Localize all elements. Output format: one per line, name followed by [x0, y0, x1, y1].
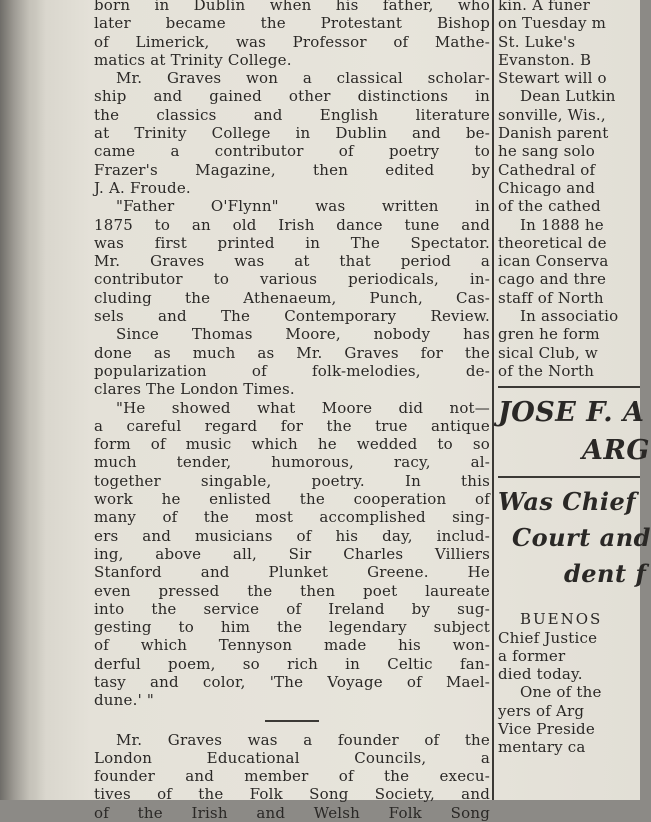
- text-line: of the cathed: [498, 197, 601, 216]
- text-line: Cathedral of: [498, 160, 596, 179]
- text-line: together singable, poetry. In this: [94, 471, 490, 490]
- text-line: cluding the Athenaeum, Punch, Cas-: [94, 288, 490, 307]
- text-line: mentary ca: [498, 738, 586, 757]
- text-line: Stewart will o: [498, 69, 607, 88]
- text-line: "He showed what Moore did not—: [116, 398, 490, 417]
- text-line: much tender, humorous, racy, al-: [94, 453, 490, 472]
- text-line: sonville, Wis.,: [498, 105, 606, 124]
- text-line: Chief Justice: [498, 628, 598, 647]
- text-line: gren he form: [498, 325, 600, 344]
- text-line: Mr. Graves was at that period a: [94, 252, 490, 271]
- subheadline-line: dent f: [564, 559, 647, 589]
- text-line: the classics and English literature: [94, 105, 490, 124]
- text-line: staff of North: [498, 288, 604, 307]
- text-line: kin. A funer: [498, 0, 591, 14]
- text-line: born in Dublin when his father, who: [94, 0, 490, 14]
- text-line: tives of the Folk Song Society, and: [94, 785, 490, 804]
- subheadline-line: Court and: [512, 523, 651, 553]
- dateline: BUENOS: [520, 610, 603, 629]
- text-line: at Trinity College in Dublin and be-: [94, 124, 490, 143]
- text-line: clares The London Times.: [94, 380, 295, 399]
- text-line: ship and gained other distinctions in: [94, 87, 490, 106]
- text-line: into the service of Ireland by sug-: [94, 599, 490, 618]
- text-line: a careful regard for the true antique: [94, 416, 490, 435]
- text-line: form of music which he wedded to so: [94, 435, 490, 454]
- text-line: J. A. Froude.: [94, 178, 191, 197]
- text-line: Dean Lutkin: [520, 87, 616, 106]
- text-line: sical Club, w: [498, 343, 598, 362]
- headline-line: JOSE F. A: [498, 397, 645, 429]
- text-line: Since Thomas Moore, nobody has: [116, 325, 490, 344]
- text-line: of the North: [498, 361, 595, 380]
- text-line: was first printed in The Spectator.: [94, 233, 490, 252]
- text-line: sels and The Contemporary Review.: [94, 307, 490, 326]
- text-line: ican Conserva: [498, 252, 609, 271]
- text-line: dune.' ": [94, 691, 154, 710]
- text-line: came a contributor of poetry to: [94, 142, 490, 161]
- text-line: derful poem, so rich in Celtic fan-: [94, 654, 490, 673]
- text-line: founder and member of the execu-: [94, 767, 490, 786]
- text-line: Chicago and: [498, 178, 596, 197]
- text-line: yers of Arg: [498, 701, 585, 720]
- text-line: In associatio: [520, 307, 619, 326]
- text-line: Evanston. B: [498, 50, 592, 69]
- text-line: of which Tennyson made his won-: [94, 636, 490, 655]
- text-line: he sang solo: [498, 142, 595, 161]
- text-line: matics at Trinity College.: [94, 50, 292, 69]
- text-line: died today.: [498, 665, 583, 684]
- text-line: contributor to various periodicals, in-: [94, 270, 490, 289]
- text-line: Mr. Graves was a founder of the: [116, 730, 490, 749]
- text-line: work he enlisted the cooperation of: [94, 490, 490, 509]
- text-line: tasy and color, 'The Voyage of Mael-: [94, 672, 490, 691]
- text-line: Frazer's Magazine, then edited by: [94, 160, 490, 179]
- text-line: of Limerick, was Professor of Mathe-: [94, 32, 490, 51]
- text-line: a former: [498, 646, 566, 665]
- subheadline-line: Was Chief: [498, 487, 637, 517]
- text-line: St. Luke's: [498, 32, 576, 51]
- text-line: later became the Protestant Bishop: [94, 14, 490, 33]
- text-line: "Father O'Flynn" was written in: [116, 197, 490, 216]
- headline-rule: [498, 386, 640, 388]
- text-line: of the Irish and Welsh Folk Song: [94, 803, 490, 822]
- text-line: done as much as Mr. Graves for the: [94, 343, 490, 362]
- text-line: London Educational Councils, a: [94, 748, 490, 767]
- left-column: [94, 0, 490, 822]
- page-fold-shadow: [0, 0, 46, 800]
- text-line: even pressed the then poet laureate: [94, 581, 490, 600]
- text-line: popularization of folk-melodies, de-: [94, 361, 490, 380]
- text-line: ers and musicians of his day, includ-: [94, 526, 490, 545]
- column-rule: [492, 0, 494, 800]
- text-line: In 1888 he: [520, 215, 604, 234]
- text-line: theoretical de: [498, 233, 607, 252]
- text-line: 1875 to an old Irish dance tune and: [94, 215, 490, 234]
- headline-rule: [498, 476, 640, 478]
- text-line: cago and thre: [498, 270, 607, 289]
- right-column: [498, 0, 651, 800]
- text-line: Vice Preside: [498, 720, 595, 739]
- text-line: many of the most accomplished sing-: [94, 508, 490, 527]
- text-line: gesting to him the legendary subject: [94, 618, 490, 637]
- text-line: on Tuesday m: [498, 14, 607, 33]
- text-line: ing, above all, Sir Charles Villiers: [94, 544, 490, 563]
- section-separator-rule: [265, 720, 319, 722]
- text-line: Danish parent: [498, 124, 609, 143]
- headline-line: ARG: [582, 435, 650, 467]
- text-line: Mr. Graves won a classical scholar-: [116, 69, 490, 88]
- text-line: Stanford and Plunket Greene. He: [94, 563, 490, 582]
- text-line: One of the: [520, 683, 602, 702]
